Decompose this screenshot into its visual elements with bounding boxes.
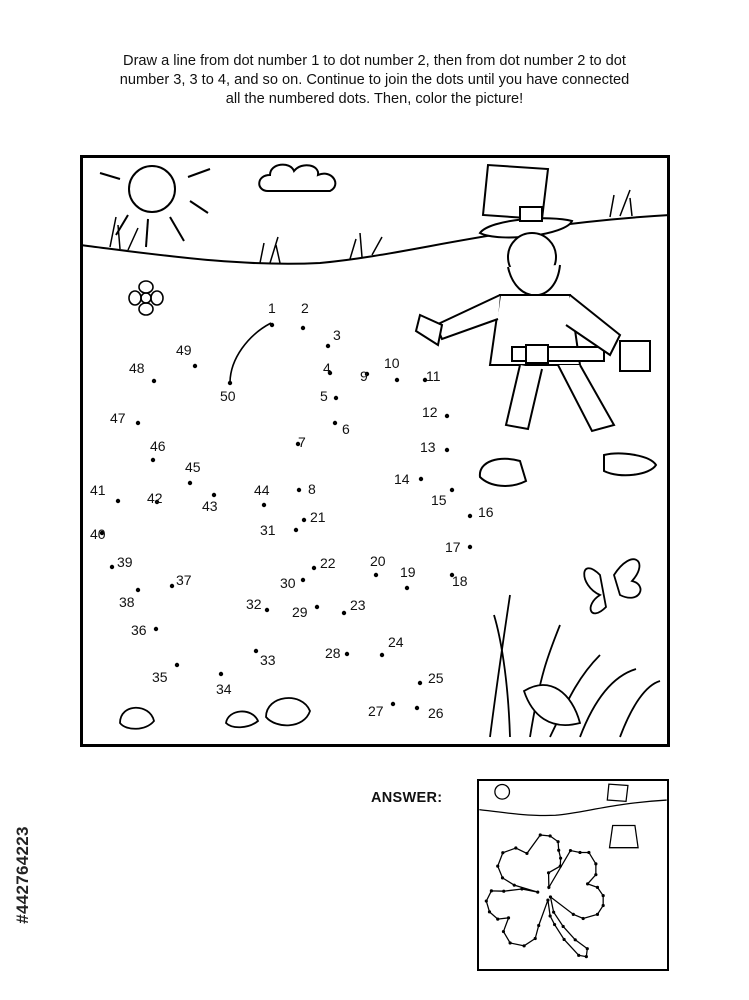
answer-dot-49 bbox=[514, 846, 517, 849]
dot-50[interactable] bbox=[228, 381, 232, 385]
answer-dot-48 bbox=[501, 851, 504, 854]
sun-icon bbox=[100, 166, 210, 247]
dot-16[interactable] bbox=[468, 514, 472, 518]
dot-label-23: 23 bbox=[350, 597, 366, 613]
answer-dot-13 bbox=[594, 873, 597, 876]
dot-label-42: 42 bbox=[147, 490, 163, 506]
dot-24[interactable] bbox=[380, 653, 384, 657]
dot-19[interactable] bbox=[405, 586, 409, 590]
answer-dot-27 bbox=[577, 954, 580, 957]
answer-dot-6 bbox=[559, 865, 562, 868]
dot-label-10: 10 bbox=[384, 355, 400, 371]
dot-label-33: 33 bbox=[260, 652, 276, 668]
dot-37[interactable] bbox=[170, 584, 174, 588]
answer-dot-44 bbox=[536, 891, 539, 894]
answer-dot-46 bbox=[501, 876, 504, 879]
dot-label-11: 11 bbox=[426, 368, 441, 384]
dot-label-41: 41 bbox=[90, 482, 106, 498]
flower-icon bbox=[129, 281, 163, 315]
dot-label-13: 13 bbox=[420, 439, 436, 455]
dot-label-24: 24 bbox=[388, 634, 404, 650]
dot-label-19: 19 bbox=[400, 564, 416, 580]
dot-30[interactable] bbox=[301, 578, 305, 582]
answer-dot-12 bbox=[594, 862, 597, 865]
answer-dot-31 bbox=[546, 899, 549, 902]
dot-32[interactable] bbox=[265, 608, 269, 612]
dot-label-36: 36 bbox=[131, 622, 147, 638]
answer-dot-35 bbox=[509, 941, 512, 944]
dot-label-26: 26 bbox=[428, 705, 444, 721]
dot-label-46: 46 bbox=[150, 438, 166, 454]
dot-46[interactable] bbox=[151, 458, 155, 462]
answer-dot-38 bbox=[496, 918, 499, 921]
answer-dot-37 bbox=[507, 916, 510, 919]
dot-label-27: 27 bbox=[368, 703, 384, 719]
dot-label-9: 9 bbox=[360, 368, 368, 384]
dot-29[interactable] bbox=[315, 605, 319, 609]
dot-label-47: 47 bbox=[110, 410, 126, 426]
answer-dot-22 bbox=[552, 911, 555, 914]
leprechaun-illustration bbox=[416, 165, 656, 486]
dot-25[interactable] bbox=[418, 681, 422, 685]
answer-dot-2 bbox=[549, 834, 552, 837]
stock-id-text: #442764223 bbox=[13, 826, 32, 924]
dot-26[interactable] bbox=[415, 706, 419, 710]
dot-label-12: 12 bbox=[422, 404, 438, 420]
dot-35[interactable] bbox=[175, 663, 179, 667]
dot-label-22: 22 bbox=[320, 555, 336, 571]
answer-dot-21 bbox=[549, 895, 552, 898]
dot-label-8: 8 bbox=[308, 481, 316, 497]
answer-dot-42 bbox=[502, 890, 505, 893]
dot-28[interactable] bbox=[345, 652, 349, 656]
butterfly-icon bbox=[584, 559, 640, 613]
dot-label-29: 29 bbox=[292, 604, 308, 620]
dot-10[interactable] bbox=[395, 378, 399, 382]
answer-dot-18 bbox=[596, 913, 599, 916]
dot-45[interactable] bbox=[188, 481, 192, 485]
dot-15[interactable] bbox=[450, 488, 454, 492]
answer-thumbnail bbox=[477, 779, 669, 971]
dot-label-34: 34 bbox=[216, 681, 232, 697]
dot-8[interactable] bbox=[297, 488, 301, 492]
dot-label-28: 28 bbox=[325, 645, 341, 661]
instructions-line-2: number 3, 3 to 4, and so on. Continue to join the dots until you have connected bbox=[119, 72, 630, 88]
answer-dot-19 bbox=[582, 917, 585, 920]
answer-dot-26 bbox=[585, 955, 588, 958]
dot-label-16: 16 bbox=[478, 504, 494, 520]
dot-36[interactable] bbox=[154, 627, 158, 631]
answer-dot-50 bbox=[525, 852, 528, 855]
answer-dot-29 bbox=[553, 923, 556, 926]
dot-label-38: 38 bbox=[119, 594, 135, 610]
dot-label-40: 40 bbox=[90, 526, 106, 542]
dot-label-15: 15 bbox=[431, 492, 447, 508]
dot-label-1: 1 bbox=[268, 300, 276, 316]
answer-label: ANSWER: bbox=[371, 790, 443, 806]
dot-label-35: 35 bbox=[152, 669, 168, 685]
instructions-text bbox=[40, 52, 709, 109]
dot-label-7: 7 bbox=[298, 434, 306, 450]
answer-dot-8 bbox=[547, 886, 550, 889]
answer-dot-11 bbox=[587, 851, 590, 854]
answer-dot-36 bbox=[502, 930, 505, 933]
dots-layer bbox=[90, 300, 494, 721]
answer-dot-4 bbox=[557, 849, 560, 852]
dot-20[interactable] bbox=[374, 573, 378, 577]
dot-label-4: 4 bbox=[323, 360, 331, 376]
answer-dot-7 bbox=[547, 871, 550, 874]
dot-17[interactable] bbox=[468, 545, 472, 549]
answer-picture bbox=[479, 781, 667, 969]
instructions-line-3: all the numbered dots. Then, color the picture! bbox=[225, 91, 524, 107]
dot-label-2: 2 bbox=[301, 300, 309, 316]
dot-label-32: 32 bbox=[246, 596, 262, 612]
answer-dot-10 bbox=[578, 851, 581, 854]
dot-43[interactable] bbox=[212, 493, 216, 497]
dot-label-30: 30 bbox=[280, 575, 296, 591]
dot-label-50: 50 bbox=[220, 388, 236, 404]
puzzle-canvas[interactable] bbox=[80, 155, 670, 747]
answer-dot-40 bbox=[485, 899, 488, 902]
dot-label-48: 48 bbox=[129, 360, 145, 376]
dot-label-45: 45 bbox=[185, 459, 201, 475]
dot-49[interactable] bbox=[193, 364, 197, 368]
answer-dot-25 bbox=[586, 947, 589, 950]
dot-label-31: 31 bbox=[260, 522, 276, 538]
answer-dot-15 bbox=[596, 886, 599, 889]
dot-label-44: 44 bbox=[254, 482, 270, 498]
dot-13[interactable] bbox=[445, 448, 449, 452]
dot-41[interactable] bbox=[116, 499, 120, 503]
dot-39[interactable] bbox=[110, 565, 114, 569]
dot-33[interactable] bbox=[254, 649, 258, 653]
dot-44[interactable] bbox=[262, 503, 266, 507]
hill-line bbox=[80, 215, 670, 264]
dot-label-39: 39 bbox=[117, 554, 133, 570]
dot-label-43: 43 bbox=[202, 498, 218, 514]
answer-dot-14 bbox=[586, 882, 589, 885]
answer-dot-41 bbox=[490, 889, 493, 892]
answer-dot-39 bbox=[488, 910, 491, 913]
dot-label-3: 3 bbox=[333, 327, 341, 343]
dot-label-49: 49 bbox=[176, 342, 192, 358]
dot-label-18: 18 bbox=[452, 573, 468, 589]
dot-1[interactable] bbox=[270, 323, 274, 327]
answer-dot-28 bbox=[563, 938, 566, 941]
answer-dot-45 bbox=[513, 884, 516, 887]
dot-21[interactable] bbox=[302, 518, 306, 522]
answer-dot-34 bbox=[523, 944, 526, 947]
dot-5[interactable] bbox=[334, 396, 338, 400]
answer-dot-47 bbox=[496, 865, 499, 868]
dot-31[interactable] bbox=[294, 528, 298, 532]
dot-34[interactable] bbox=[219, 672, 223, 676]
answer-dot-3 bbox=[556, 840, 559, 843]
answer-dot-16 bbox=[602, 894, 605, 897]
answer-dot-20 bbox=[572, 913, 575, 916]
dot-3[interactable] bbox=[326, 344, 330, 348]
answer-dot-9 bbox=[569, 849, 572, 852]
dot-label-14: 14 bbox=[394, 471, 410, 487]
answer-dot-5 bbox=[559, 857, 562, 860]
dot-label-37: 37 bbox=[176, 572, 192, 588]
rocks bbox=[120, 698, 310, 729]
answer-dot-1 bbox=[539, 833, 542, 836]
dot-27[interactable] bbox=[391, 702, 395, 706]
hint-curve bbox=[230, 323, 271, 383]
answer-dot-30 bbox=[549, 914, 552, 917]
dot-47[interactable] bbox=[136, 421, 140, 425]
dot-label-5: 5 bbox=[320, 388, 328, 404]
dot-label-21: 21 bbox=[310, 509, 326, 525]
dot-label-17: 17 bbox=[445, 539, 461, 555]
cloud-icon bbox=[259, 165, 335, 191]
dot-12[interactable] bbox=[445, 414, 449, 418]
answer-dot-23 bbox=[562, 925, 565, 928]
answer-dot-17 bbox=[602, 904, 605, 907]
answer-dot-43 bbox=[520, 887, 523, 890]
instructions-line-1: Draw a line from dot number 1 to dot number 2, then from dot number 2 to dot bbox=[123, 53, 626, 69]
dot-22[interactable] bbox=[312, 566, 316, 570]
stock-id bbox=[12, 760, 34, 990]
dot-48[interactable] bbox=[152, 379, 156, 383]
dot-label-25: 25 bbox=[428, 670, 444, 686]
answer-dot-33 bbox=[534, 937, 537, 940]
answer-dot-24 bbox=[574, 938, 577, 941]
dot-label-20: 20 bbox=[370, 553, 386, 569]
answer-dot-32 bbox=[537, 924, 540, 927]
dot-2[interactable] bbox=[301, 326, 305, 330]
dot-label-6: 6 bbox=[342, 421, 350, 437]
dot-6[interactable] bbox=[333, 421, 337, 425]
dot-38[interactable] bbox=[136, 588, 140, 592]
dot-23[interactable] bbox=[342, 611, 346, 615]
dot-14[interactable] bbox=[419, 477, 423, 481]
